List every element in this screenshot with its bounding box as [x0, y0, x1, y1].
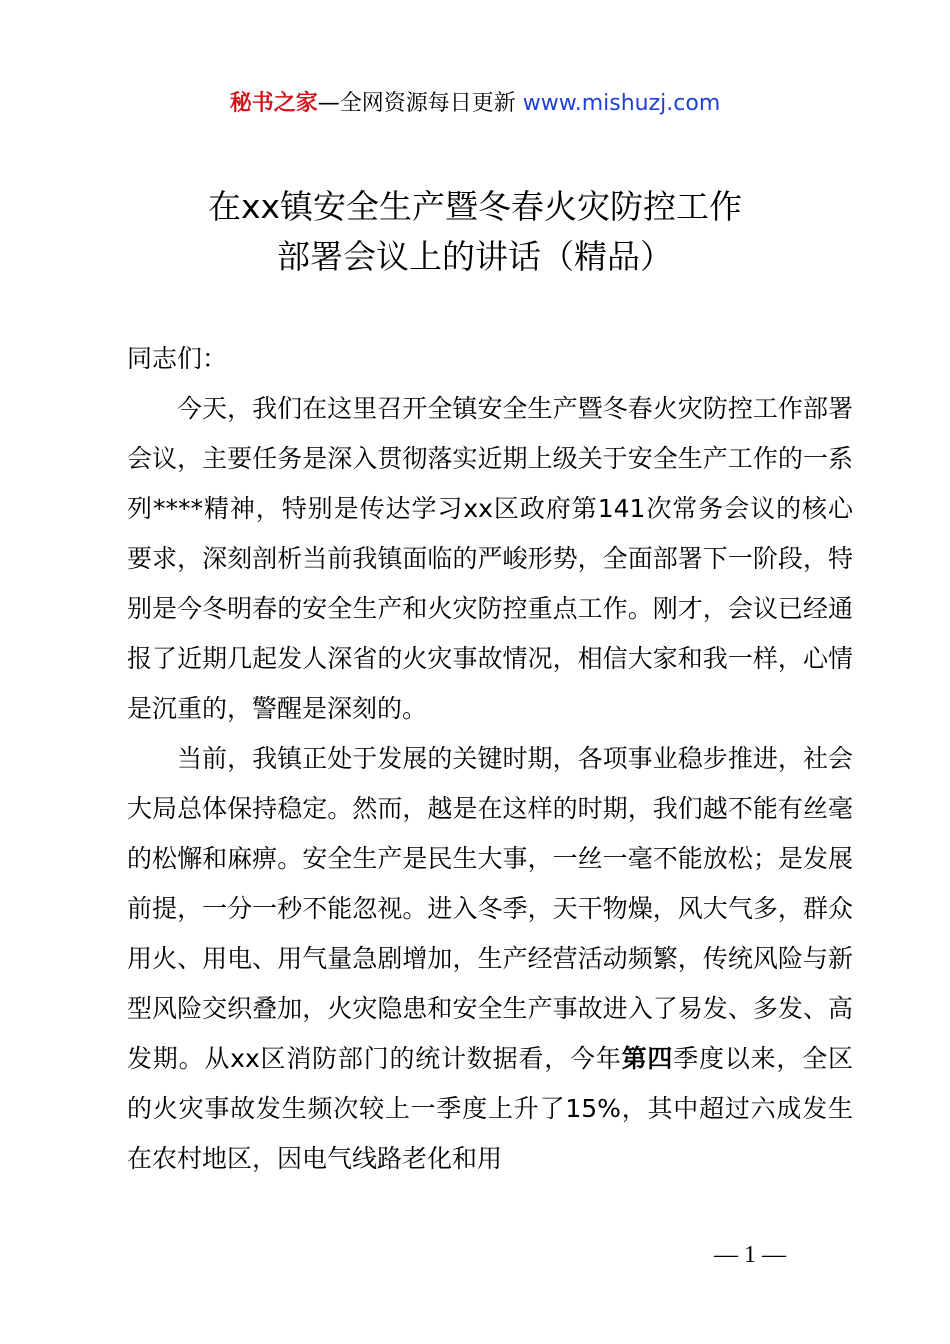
banner-tagline: —全网资源每日更新 — [317, 91, 523, 116]
banner-url-link[interactable]: www.mishuzj.com — [522, 91, 721, 116]
paragraph-2-bold-text: 第四 — [621, 1044, 674, 1073]
title-line-2: 部署会议上的讲话（精品） — [277, 237, 673, 276]
salutation: 同志们： — [127, 344, 228, 373]
site-banner — [0, 88, 950, 120]
paragraph-2-text-after: 季度以来，全区的火灾事故发生频次较上一季度上升了15%，其中超过六成发生在农村地区，因电气线路老化和用 — [127, 1044, 853, 1173]
title-line-1: 在xx镇安全生产暨冬春火灾防控工作 — [207, 187, 743, 226]
page-number: — 1 — — [714, 1242, 786, 1268]
document-body — [127, 334, 853, 1184]
paragraph-2 — [127, 734, 853, 1184]
paragraph-2-text-before: 当前，我镇正处于发展的关键时期，各项事业稳步推进，社会大局总体保持稳定。然而，越是在这样的时期，我们越不能有丝毫的松懈和麻痹。安全生产是民生大事，一丝一毫不能放松；是发展前提，一分一秒不能忽视。进入冬季，天干物燥，风大气多，群众用火、用电、用气量急剧增加，生产经营活动频繁，传统风险与新型风险交织叠加，火灾隐患和安全生产事故进入了易发、多发、高发期。从xx区消防部门的统计数据看，今年 — [127, 744, 853, 1073]
brand-name: 秘书之家 — [229, 91, 318, 116]
paragraph-1: 今天，我们在这里召开全镇安全生产暨冬春火灾防控工作部署会议，主要任务是深入贯彻落实近期上级关于安全生产工作的一系列****精神，特别是传达学习xx区政府第141次常务会议的核心要求，深刻剖析当前我镇面临的严峻形势，全面部署下一阶段，特别是今冬明春的安全生产和火灾防控重点工作。刚才，会议已经通报了近期几起发人深省的火灾事故情况，相信大家和我一样，心情是沉重的，警醒是深刻的。 — [127, 394, 853, 723]
document-title — [0, 182, 950, 282]
